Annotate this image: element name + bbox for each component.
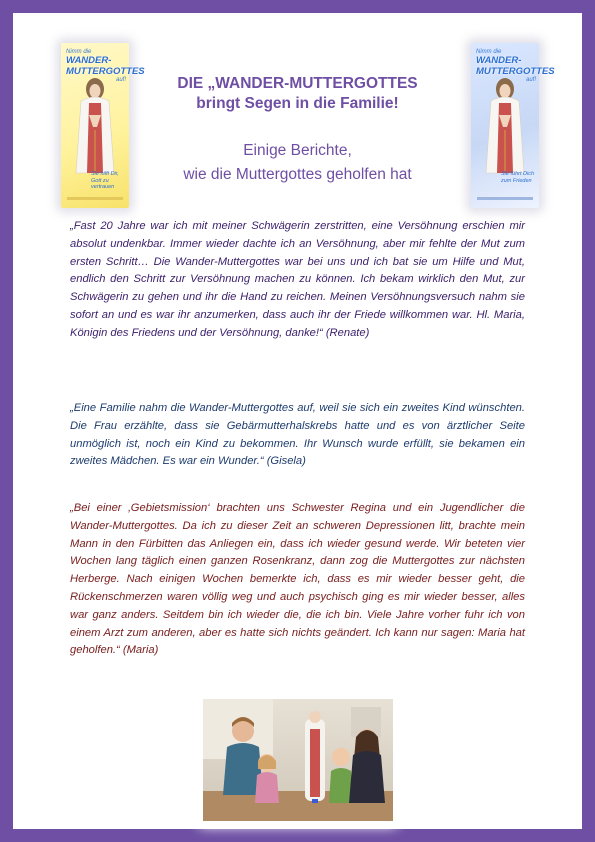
page-subtitle-line2: wie die Muttergottes geholfen hat	[183, 166, 412, 183]
card-left-top-big: WANDER-MUTTERGOTTES	[66, 55, 145, 78]
page-content	[13, 13, 582, 829]
page-title-line2: bringt Segen in die Familie!	[196, 95, 399, 112]
card-left-caption: Sie hilft Dir, Gott zu vertrauen	[91, 171, 119, 191]
page-subtitle-line1: Einige Berichte,	[243, 142, 352, 159]
card-left-footer-line	[67, 197, 123, 200]
card-right-top-big: WANDER-MUTTERGOTTES	[476, 55, 555, 78]
family-photo	[203, 699, 393, 821]
family-photo-image	[203, 699, 393, 821]
card-right-caption: Sie führt Dich zum Frieden	[501, 171, 535, 184]
card-right-top-small: Nimm die	[476, 49, 502, 55]
card-left-top-after: auf!	[115, 77, 126, 84]
report-renate: „Fast 20 Jahre war ich mit meiner Schwägerin zerstritten, eine Versöhnung erschien mir absolut undenkbar. Immer wieder dachte ich an Versöhnung, aber mir fehlte der Mut zum ersten Schritt… Die Wander-Muttergottes war bei uns und ich bat sie um Hilfe und Mut, endlich den Schritt zur Versöhnung machen zu können. Ich bekam wirklich den Mut, zur Schwägerin zu gehen und ihr die Hand zu reichen. Meinen Versöhnungsversuch nahm sie sofort an und es war ihr anzumerken, dass auch ihr der Friede willkommen war. Hl. Maria, Königin des Friedens und der Versöhnung, danke!“ (Renate)	[70, 220, 525, 339]
card-right-top-after: auf!	[525, 77, 536, 84]
card-left-top-small: Nimm die	[66, 49, 92, 55]
card-right-footer-line	[477, 197, 533, 200]
page-title-line1: DIE „WANDER-MUTTERGOTTES	[177, 75, 418, 92]
report-maria: „Bei einer ‚Gebietsmission‘ brachten uns Schwester Regina und ein Jugendlicher die Wander-Muttergottes. Da ich zu dieser Zeit an schweren Depressionen litt, brachte mein Mann in den Fürbitten das Anliegen ein, dass ich wieder gesund werde. Wir beteten vier Wochen lang täglich einen ganzen Rosenkranz, dann zog die Muttergottes zur nächsten Herberge. Nach einigen Wochen bemerkte ich, dass es mir wieder besser geht, die Rückenschmerzen waren völlig weg und auch psychisch ging es mir wieder besser, alles war ganz anders. Seitdem bin ich wieder die, die ich bin. Viele Jahre vorher fuhr ich von einem Arzt zum anderen, aber es hatte sich nichts geändert. Ich kann nur sagen: Maria hat geholfen.“ (Maria)	[70, 502, 525, 657]
report-gisela: „Eine Familie nahm die Wander-Muttergottes auf, weil sie sich ein zweites Kind wünschten. Die Frau erzählte, dass sie Gebärmutterhalskrebs hatte und es von ärztlicher Seite unmöglich ist, noch ein Kind zu bekommen. Ihr Wunsch wurde erfüllt, sie bekamen ein zweites Mädchen. Es war ein Wunder.“ (Gisela)	[70, 402, 525, 468]
